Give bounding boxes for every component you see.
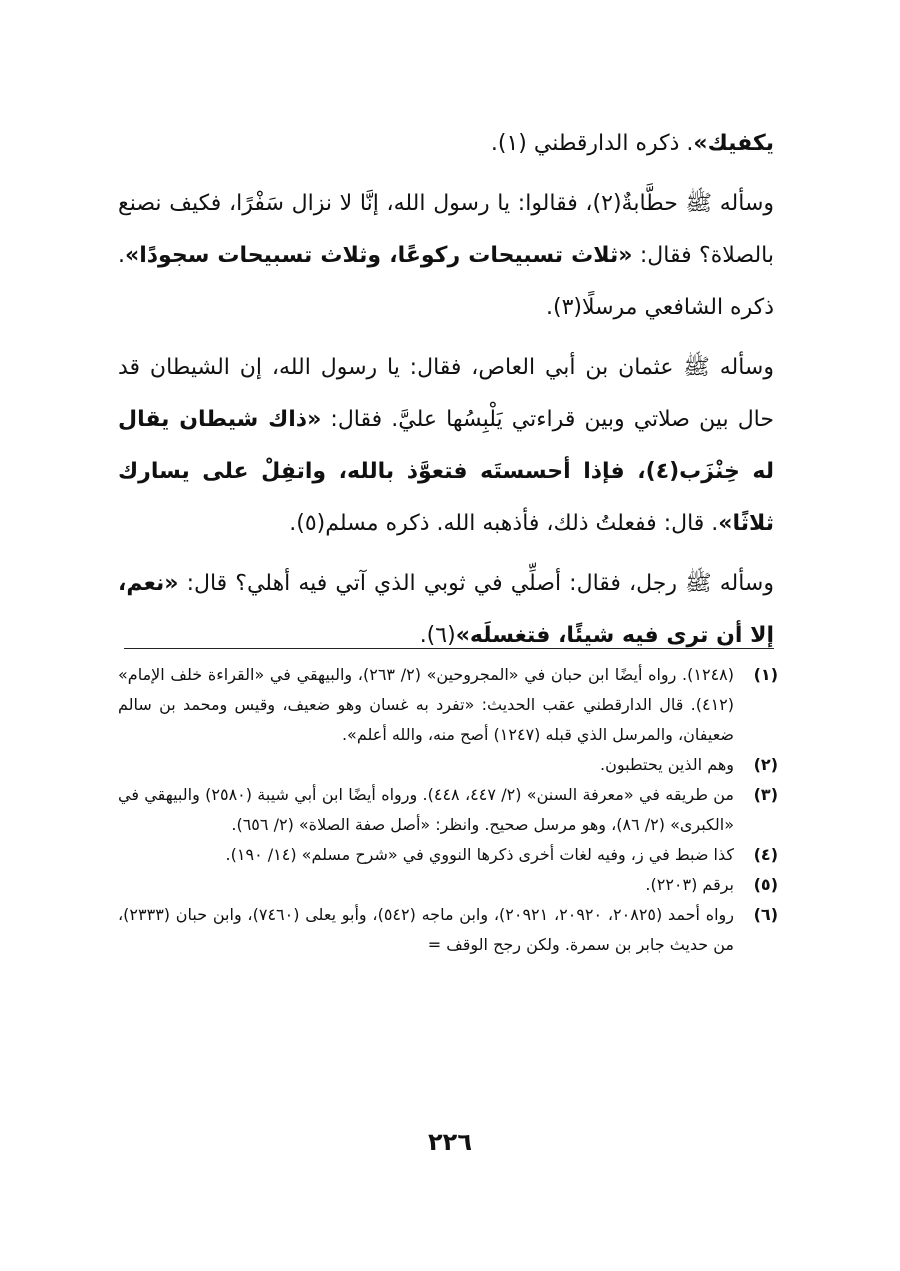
quote: يكفيك» bbox=[693, 131, 774, 156]
text: وسأله ﷺ رجل، فقال: أصلِّي في ثوبي الذي آتي فيه أهلي؟ قال: bbox=[178, 571, 774, 596]
paragraph-1 bbox=[118, 118, 774, 170]
footnote-number: (١) bbox=[753, 665, 778, 684]
footnote-2 bbox=[118, 750, 778, 780]
footnote-text: رواه أحمد (٢٠٨٢٥، ٢٠٩٢٠، ٢٠٩٢١)، وابن ماجه (٥٤٢)، وأبو يعلى (٧٤٦٠)، وابن حبان (٢٣٣٣)، من حديث جابر بن سمرة. ولكن رجح الوقف = bbox=[118, 905, 735, 954]
footnote-number: (٢) bbox=[753, 755, 778, 774]
footnote-text: برقم (٢٢٠٣). bbox=[645, 875, 734, 894]
footnote-text: وهم الذين يحتطبون. bbox=[600, 755, 734, 774]
quote: «ثلاث تسبيحات ركوعًا، وثلاث تسبيحات سجودًا» bbox=[125, 243, 633, 268]
footnote-number: (٥) bbox=[753, 875, 778, 894]
main-text bbox=[118, 118, 774, 670]
text: وسأله ﷺ حطَّابةٌ(٢)، فقالوا: يا رسول الله، إنَّا لا نزال سَفْرًا، فكيف نصنع بالصلاة؟ فقال: bbox=[118, 191, 774, 268]
footnote-text: من طريقه في «معرفة السنن» (٢/ ٤٤٧، ٤٤٨). ورواه أيضًا ابن أبي شيبة (٢٥٨٠) والبيهقي في «الكبرى» (٢/ ٨٦)، وهو مرسل صحيح. وانظر: «أصل صفة الصلاة» (٢/ ٦٥٦). bbox=[118, 785, 735, 834]
text: . ذكره الدارقطني (١). bbox=[490, 131, 694, 156]
quote: «ذاك شيطان يقال له خِنْزَب(٤)، فإذا أحسستَه فتعوَّذ بالله، واتفِلْ على يسارك ثلاثًا» bbox=[118, 407, 774, 536]
footnote-6 bbox=[118, 900, 778, 960]
text: . ذكره الشافعي مرسلًا(٣). bbox=[118, 243, 774, 320]
quote: «نعم، إلا أن ترى فيه شيئًا، فتغسلَه» bbox=[118, 571, 774, 648]
paragraph-3 bbox=[118, 342, 774, 550]
text: . قال: ففعلتُ ذلك، فأذهبه الله. ذكره مسلم(٥). bbox=[289, 511, 719, 536]
footnote-separator bbox=[124, 648, 774, 649]
paragraph-2 bbox=[118, 178, 774, 334]
footnote-number: (٣) bbox=[753, 785, 778, 804]
footnotes bbox=[118, 660, 778, 960]
footnote-3 bbox=[118, 780, 778, 840]
footnote-5 bbox=[118, 870, 778, 900]
footnote-number: (٦) bbox=[753, 905, 778, 924]
text: (٦). bbox=[419, 623, 456, 648]
footnote-text: كذا ضبط في ز، وفيه لغات أخرى ذكرها النووي في «شرح مسلم» (١٤/ ١٩٠). bbox=[225, 845, 734, 864]
footnote-text: (١٢٤٨). رواه أيضًا ابن حبان في «المجروحين» (٢/ ٢٦٣)، والبيهقي في «القراءة خلف الإمام» (٤١٢). قال الدارقطني عقب الحديث: «تفرد به غسان وهو ضعيف، وقيس ومحمد بن سالم ضعيفان، والمرسل الذي قبله (١٢٤٧) أصح منه، والله أعلم». bbox=[118, 665, 735, 744]
text: وسأله ﷺ عثمان بن أبي العاص، فقال: يا رسول الله، إن الشيطان قد حال بين صلاتي وبين قراءتي يَلْبِسُها عليَّ. فقال: bbox=[118, 355, 774, 432]
page-number: ٢٢٦ bbox=[428, 1128, 472, 1156]
footnote-1 bbox=[118, 660, 778, 750]
paragraph-4 bbox=[118, 558, 774, 662]
footnote-number: (٤) bbox=[753, 845, 778, 864]
footnote-4 bbox=[118, 840, 778, 870]
